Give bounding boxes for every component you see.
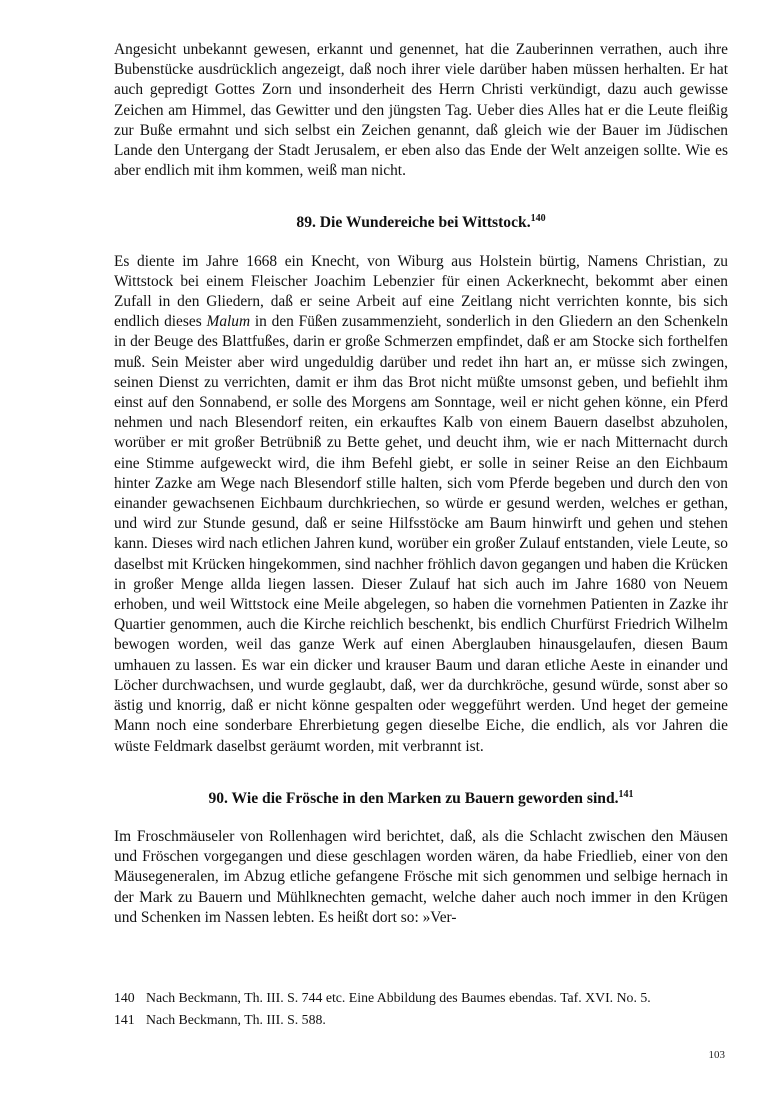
footnote-number: 141: [114, 1012, 135, 1027]
page-body: [114, 40, 728, 928]
footnote-text: Nach Beckmann, Th. III. S. 588.: [146, 1012, 326, 1027]
section-title: 89. Die Wundereiche bei Wittstock.: [296, 214, 531, 232]
footnote: [114, 1009, 728, 1031]
section-heading-89: [114, 213, 728, 233]
footnote-reference[interactable]: 141: [618, 788, 634, 800]
footnote-number: 140: [114, 990, 135, 1005]
section-89-paragraph: [114, 252, 728, 757]
footnote-reference[interactable]: 140: [530, 213, 546, 225]
section-90-paragraph: Im Froschmäuseler von Rollenhagen wird berichtet, daß, als die Schlacht zwischen den Mäusen und Fröschen vorgegangen und diese geschlagen worden wären, da habe Friedlieb, einer von den Mäusegeneralen, im Abzug etliche gefangene Frösche mit sich genommen und selbige hernach in der Mark zu Bauern und Mühlknechten gemacht, welche daher auch noch immer in den Krügen und Schenken im Nassen lebten. Es heißt dort so: »Ver-: [114, 827, 728, 926]
italic-term: Malum: [206, 313, 251, 331]
paragraph-text: in den Füßen zusammenzieht, sonderlich in den Gliedern an den Schenkeln in der Beuge des Blattfußes, darin er große Schmerzen empfindet, daß er am Stocke sich forthelfen muß. Sein Meister aber wird ungeduldig darüber und redet ihn hart an, er müsse sich zwingen, seinen Dienst zu verrichten, damit er ihm das Brot nicht müßte umsonst geben, und befiehlt ihm einst auf den Sonnabend, er solle des Morgens am Sonntage, weil er nicht gehen könne, ein Pferd nehmen und nach Blesendorf reiten, ein erkauftes Kalb von einem Bauern daselbst abzuholen, worüber er mit großer Betrübniß zu Bette gehet, und deucht ihm, wie er nach Mitternacht durch eine Stimme aufgeweckt wird, die ihm Befehl giebt, er solle in seiner Reise an den Eichbaum hinter Zazke am Wege nach Blesendorf stille halten, sich vom Pferde begeben und durch den von einander gewachsenen Eichbaum durchkriechen, so würde er gesund werden, welches er gethan, und wird zur Stunde gesund, daß er seine Hilfsstöcke am Baum hinwirft und gehen und stehen kann. Dieses wird nach etlichen Jahren kund, worüber ein großer Zulauf entstanden, viele Leute, so daselbst mit Krücken hingekommen, sind nachher fröhlich davon gegangen und haben die Krücken in großer Menge allda liegen lassen. Dieser Zulauf hat sich auch im Jahre 1680 von Neuem erhoben, und weil Wittstock eine Meile abgelegen, so haben die vornehmen Patienten in Zazke ihr Quartier genommen, auch die Kirche reichlich beschenkt, bis endlich Churfürst Friedrich Wilhelm bewogen worden, weil das ganze Werk auf einen Aberglauben hinausgelaufen, diesen Baum umhauen zu lassen. Es war ein dicker und krauser Baum und daran etliche Aeste in einander und Löcher durchwachsen, und wurde geglaubt, daß, wer da durchkröche, gesund würde, sonst aber so ästig und knorrig, daß er nicht könne gespalten oder weggeführt werden. Und heget der gemeine Mann noch eine sonderbare Ehrerbietung gegen dieselbe Eiche, die endlich, als vor Jahren die wüste Feldmark daselbst geräumt worden, mit verbrannt ist.: [114, 313, 729, 755]
paragraph-text: Es diente im Jahre 1668 ein Knecht, von Wiburg aus Holstein bürtig, Namens Christian, zu Wittstock bei einem Fleischer Joachim Lebenzier für einen Ackerknecht, bekommt aber einen Zufall in den Gliedern, daß er seine Arbeit auf eine Zeitlang nicht verrichten konnte, bis sich endlich dieses: [114, 252, 728, 331]
page-number: 103: [708, 1049, 725, 1061]
section-title: 90. Wie die Frösche in den Marken zu Bauern geworden sind.: [208, 789, 619, 807]
opening-paragraph: Angesicht unbekannt gewesen, erkannt und genennet, hat die Zauberinnen verrathen, auch ihre Bubenstücke ausdrücklich angezeigt, daß noch ihrer viele darüber haben müssen herhalten. Er hat auch gepredigt Gottes Zorn und insonderheit des Herrn Christi verkündigt, dazu auch gewisse Zeichen am Himmel, das Gewitter und den jüngsten Tag. Ueber dies Alles hat er die Leute fleißig zur Buße ermahnt und sich selbst ein Zeichen genannt, daß gleich wie der Bauer im Jüdischen Lande den Untergang der Stadt Jerusalem, er eben also das Ende der Welt anzeigen sollte. Wie es aber endlich mit ihm kommen, weiß man nicht.: [114, 41, 728, 180]
footnote: [114, 987, 728, 1009]
footnotes: [114, 987, 728, 1031]
footnote-text: Nach Beckmann, Th. III. S. 744 etc. Eine Abbildung des Baumes ebendas. Taf. XVI. No. 5.: [146, 990, 651, 1005]
section-heading-90: [114, 789, 728, 809]
